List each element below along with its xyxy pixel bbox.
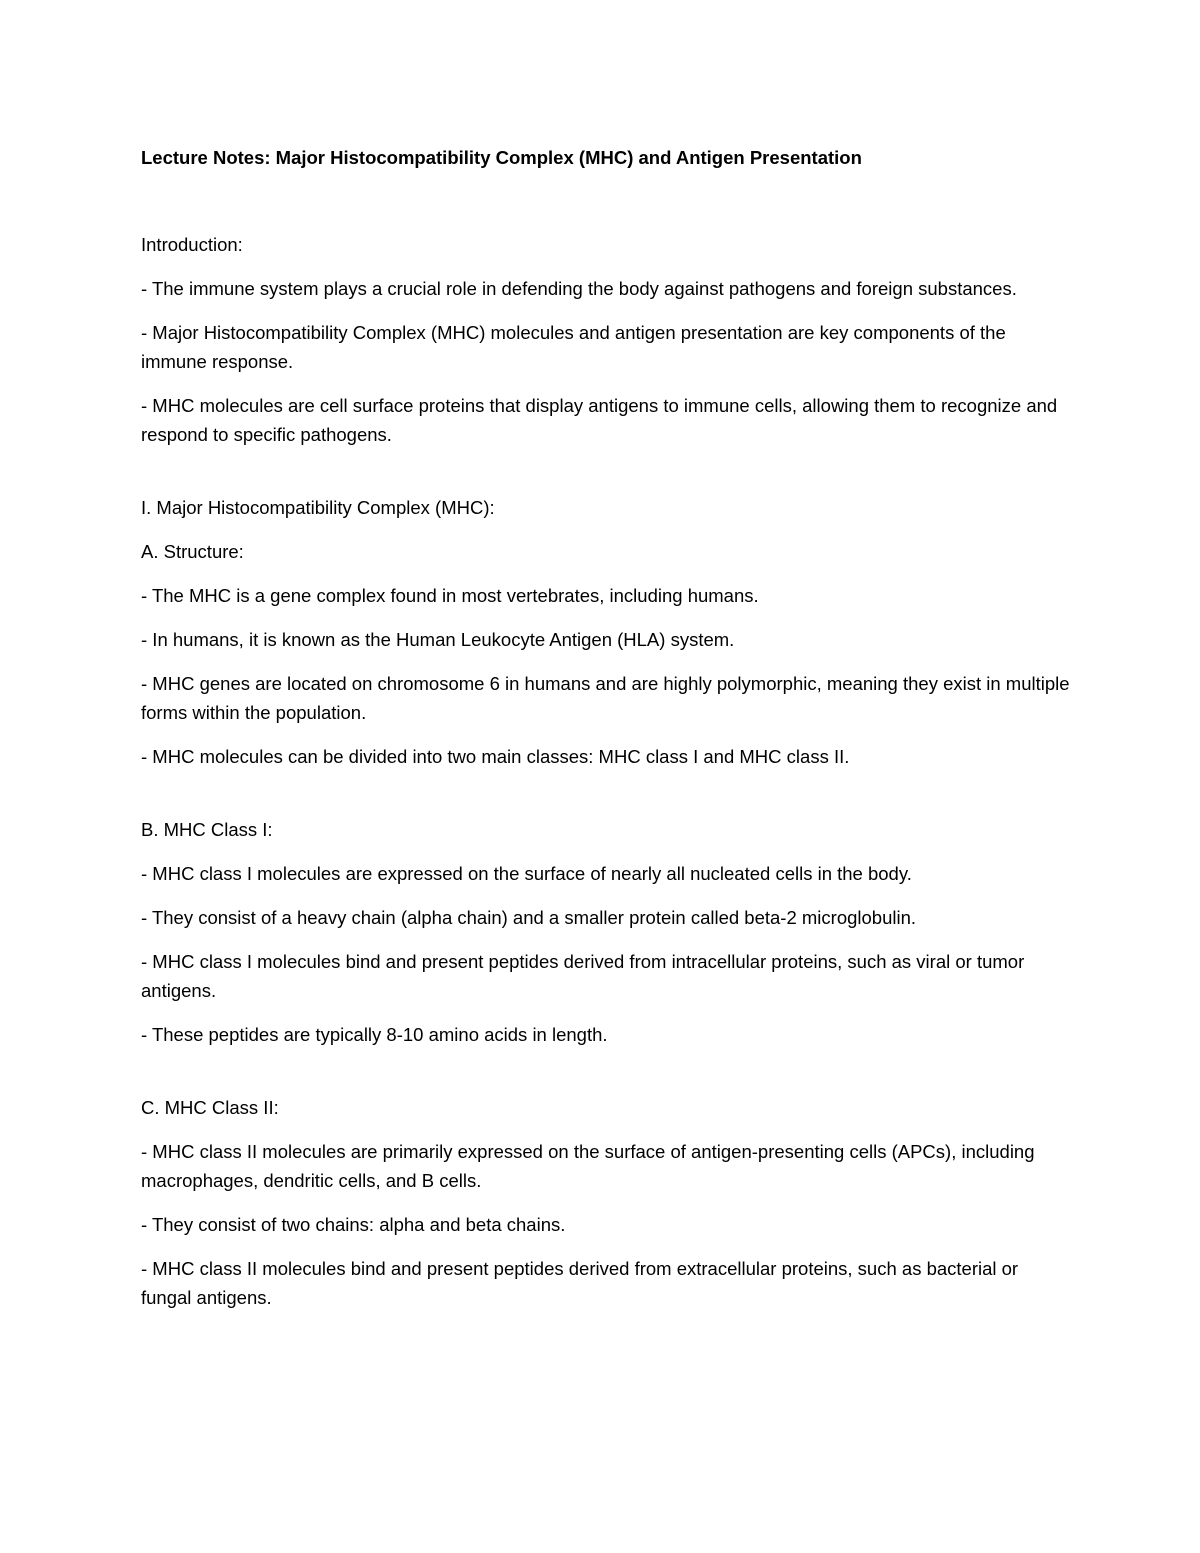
document-title: Lecture Notes: Major Histocompatibility Complex (MHC) and Antigen Presentation bbox=[141, 147, 862, 168]
spacer bbox=[141, 786, 1071, 815]
subsection-c-heading: C. MHC Class II: bbox=[141, 1097, 279, 1118]
document-body bbox=[141, 143, 1071, 1327]
class-i-point: - MHC class I molecules bind and present peptides derived from intracellular proteins, such as viral or tumor antigens. bbox=[141, 951, 1025, 1001]
structure-point: - MHC genes are located on chromosome 6 in humans and are highly polymorphic, meaning they exist in multiple forms within the population. bbox=[141, 673, 1070, 723]
introduction-point: - Major Histocompatibility Complex (MHC) molecules and antigen presentation are key components of the immune response. bbox=[141, 322, 1006, 372]
structure-point: - The MHC is a gene complex found in most vertebrates, including humans. bbox=[141, 585, 759, 606]
introduction-point: - The immune system plays a crucial role in defending the body against pathogens and foreign substances. bbox=[141, 278, 1017, 299]
class-i-point: - MHC class I molecules are expressed on the surface of nearly all nucleated cells in the body. bbox=[141, 863, 912, 884]
class-ii-point: - MHC class II molecules are primarily expressed on the surface of antigen-presenting cells (APCs), including macrophages, dendritic cells, and B cells. bbox=[141, 1141, 1035, 1191]
introduction-heading: Introduction: bbox=[141, 234, 243, 255]
introduction-point: - MHC molecules are cell surface proteins that display antigens to immune cells, allowing them to recognize and respond to specific pathogens. bbox=[141, 395, 1058, 445]
spacer bbox=[141, 464, 1071, 493]
section-1-heading: I. Major Histocompatibility Complex (MHC): bbox=[141, 497, 495, 518]
class-i-point: - They consist of a heavy chain (alpha chain) and a smaller protein called beta-2 microglobulin. bbox=[141, 907, 917, 928]
subsection-a-heading: A. Structure: bbox=[141, 541, 244, 562]
class-ii-point: - They consist of two chains: alpha and beta chains. bbox=[141, 1214, 566, 1235]
spacer bbox=[141, 1064, 1071, 1093]
subsection-b-heading: B. MHC Class I: bbox=[141, 819, 273, 840]
class-ii-point: - MHC class II molecules bind and present peptides derived from extracellular proteins, such as bacterial or fungal antigens. bbox=[141, 1258, 1019, 1308]
class-i-point: - These peptides are typically 8-10 amino acids in length. bbox=[141, 1024, 608, 1045]
structure-point: - In humans, it is known as the Human Leukocyte Antigen (HLA) system. bbox=[141, 629, 735, 650]
structure-point: - MHC molecules can be divided into two main classes: MHC class I and MHC class II. bbox=[141, 746, 850, 767]
spacer bbox=[141, 172, 1071, 230]
